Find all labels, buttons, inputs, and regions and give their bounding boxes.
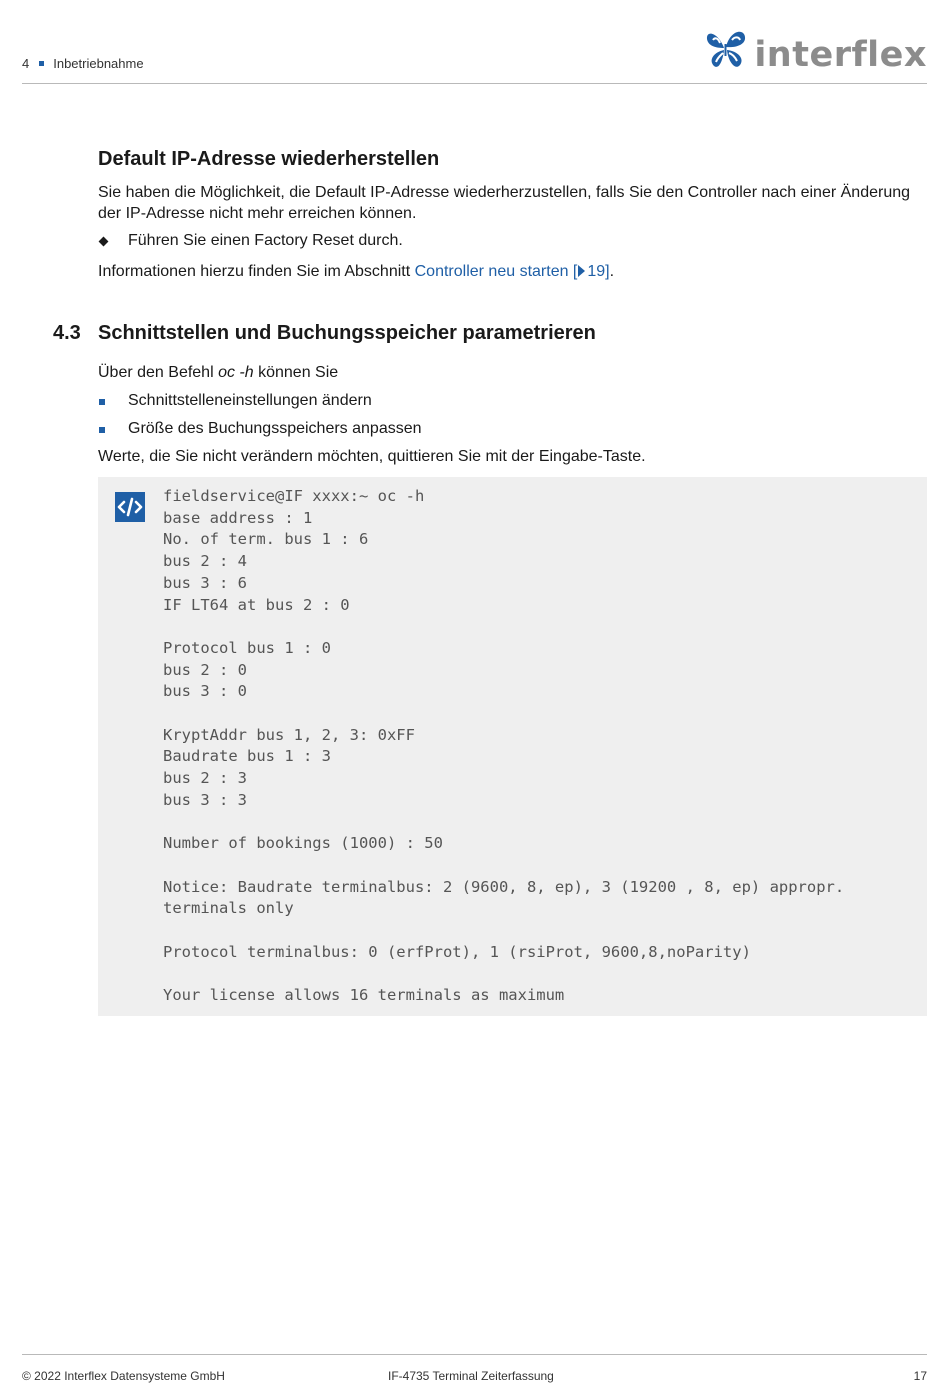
default-ip-intro: Sie haben die Möglichkeit, die Default IP-Adresse wiederherzustellen, falls Sie den Controller nach einer Änderung der IP-Adresse nicht mehr erreichen können. [98,184,911,222]
header-chapter [22,56,144,71]
code-icon [115,492,145,522]
logo-text: interflex [754,35,927,75]
square-bullet-icon [99,427,105,433]
factory-reset-instruction: Führen Sie einen Factory Reset durch. [128,232,403,249]
page-number: 17 [913,1369,927,1383]
page-footer [22,1354,927,1383]
square-bullet-icon [99,399,105,405]
arrow-right-icon [578,265,585,277]
controller-restart-link[interactable]: Controller neu starten [ 19] [414,263,610,280]
butterfly-logo-icon [704,26,748,72]
interflex-logo [704,26,927,73]
footer-copyright: © 2022 Interflex Datensysteme GmbH [22,1369,225,1383]
enter-key-note: Werte, die Sie nicht verändern möchten, quittieren Sie mit der Eingabe-Taste. [98,448,646,465]
default-ip-info: Informationen hierzu finden Sie im Abschnitt Controller neu starten [ 19]. [98,263,615,280]
header-chapter-number: 4 [22,56,30,71]
section-title-interfaces: Schnittstellen und Buchungsspeicher parametrieren [98,322,596,344]
footer-doc-title: IF-4735 Terminal Zeiterfassung [388,1369,554,1383]
header-chapter-title: Inbetriebnahme [53,56,144,71]
interfaces-intro: Über den Befehl oc -h können Sie [98,364,339,381]
page-header [22,0,927,84]
diamond-bullet-icon [99,237,109,247]
info-prefix: Informationen hierzu finden Sie im Abschnitt [98,263,415,280]
command-text: oc -h [218,364,254,381]
code-block [98,477,927,1016]
header-square-icon [39,61,44,66]
section-number: 4.3 [53,322,81,344]
terminal-output: fieldservice@IF xxxx:~ oc -h base address : 1 No. of term. bus 1 : 6 bus 2 : 4 bus 3 : 6 IF LT64 at bus 2 : 0 Protocol bus 1 : 0 bus 2 : 0 bus 3 : 0 KryptAddr bus 1, 2, 3: 0xFF Baudrate bus 1 : 3 bus 2 : 3 bus 3 : 3 Number of bookings (1000) : 50 Notice: Baudrate terminalbus: 2 (9600, 8, ep), 3 (19200 , 8, ep) appropr. terminals only Protocol terminalbus: 0 (erfProt), 1 (rsiProt, 9600,8,noParity) Your license allows 16 terminals as maximum [163,487,845,1005]
section-title-default-ip: Default IP-Adresse wiederherstellen [98,148,440,170]
